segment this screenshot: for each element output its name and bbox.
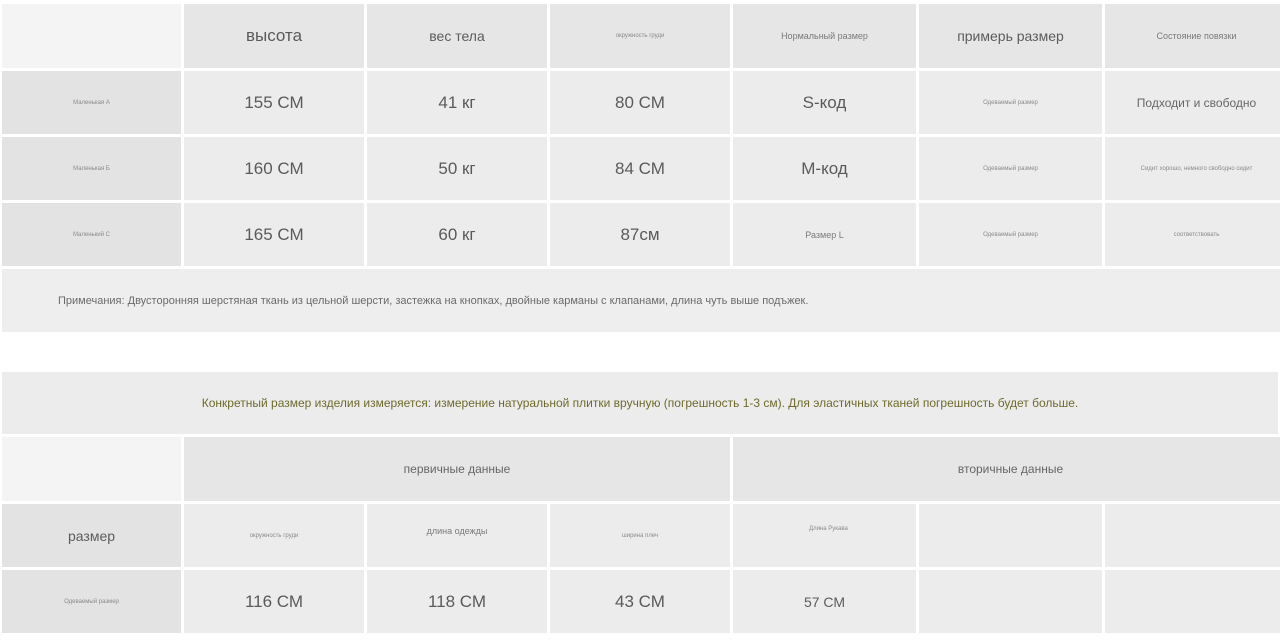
row-a-normal-size: S-код: [733, 71, 916, 134]
header-corner-cell: [2, 4, 181, 68]
row-b-fit: Сидит хорошо, немного свободно сидит: [1105, 137, 1280, 200]
value-empty-2: [1105, 570, 1280, 633]
row-c-normal-size: Размер L: [733, 203, 916, 266]
row-a-chest: 80 СМ: [550, 71, 730, 134]
row-a-weight: 41 кг: [367, 71, 547, 134]
row-c-fit: соответствовать: [1105, 203, 1280, 266]
row-a-model: Маленькая А: [2, 71, 181, 134]
header-weight: вес тела: [367, 4, 547, 68]
header-fit: Состояние повязки: [1105, 4, 1280, 68]
col-sleeve: Длина Рукава: [733, 504, 916, 567]
row-c-height: 165 СМ: [184, 203, 364, 266]
value-empty-1: [919, 570, 1102, 633]
row-c-model: Маленький С: [2, 203, 181, 266]
header-normal-size: Нормальный размер: [733, 4, 916, 68]
header-try-size: примерь размер: [919, 4, 1102, 68]
row-b-normal-size: М-код: [733, 137, 916, 200]
value-length: 118 СМ: [367, 570, 547, 633]
header-chest: окружность груди: [550, 4, 730, 68]
header-height: высота: [184, 4, 364, 68]
value-chest: 116 СМ: [184, 570, 364, 633]
measurement-banner: Конкретный размер изделия измеряется: измерение натуральной плитки вручную (погрешность 1-3 см). Для эластичных тканей погрешность будет больше.: [2, 372, 1278, 434]
col-shoulder: ширина плеч: [550, 504, 730, 567]
size-label: размер: [2, 504, 181, 567]
notes-row: Примечания: Двусторонняя шерстяная ткань из цельной шерсти, застежка на кнопках, двойные карманы с клапанами, длина чуть выше подъжек.: [2, 269, 1280, 332]
primary-data-header: первичные данные: [184, 437, 730, 501]
secondary-data-header: вторичные данные: [733, 437, 1280, 501]
row-b-try-size: Одеваемый размер: [919, 137, 1102, 200]
row-b-model: Маленькая Б: [2, 137, 181, 200]
row-c-chest: 87см: [550, 203, 730, 266]
row-c-weight: 60 кг: [367, 203, 547, 266]
model-size-table: [2, 4, 1280, 332]
row-b-chest: 84 СМ: [550, 137, 730, 200]
col-chest: окружность груди: [184, 504, 364, 567]
col-empty-1: [919, 504, 1102, 567]
row-c-try-size: Одеваемый размер: [919, 203, 1102, 266]
row-a-height: 155 СМ: [184, 71, 364, 134]
col-length: длина одежды: [367, 504, 547, 567]
garment-measure-table: [2, 437, 1280, 633]
row-a-fit: Подходит и свободно: [1105, 71, 1280, 134]
value-sleeve: 57 СМ: [733, 570, 916, 633]
value-shoulder: 43 СМ: [550, 570, 730, 633]
row-a-try-size: Одеваемый размер: [919, 71, 1102, 134]
measure-row-label: Одеваемый размер: [2, 570, 181, 633]
row-b-weight: 50 кг: [367, 137, 547, 200]
row-b-height: 160 СМ: [184, 137, 364, 200]
measure-corner-cell: [2, 437, 181, 501]
col-empty-2: [1105, 504, 1280, 567]
